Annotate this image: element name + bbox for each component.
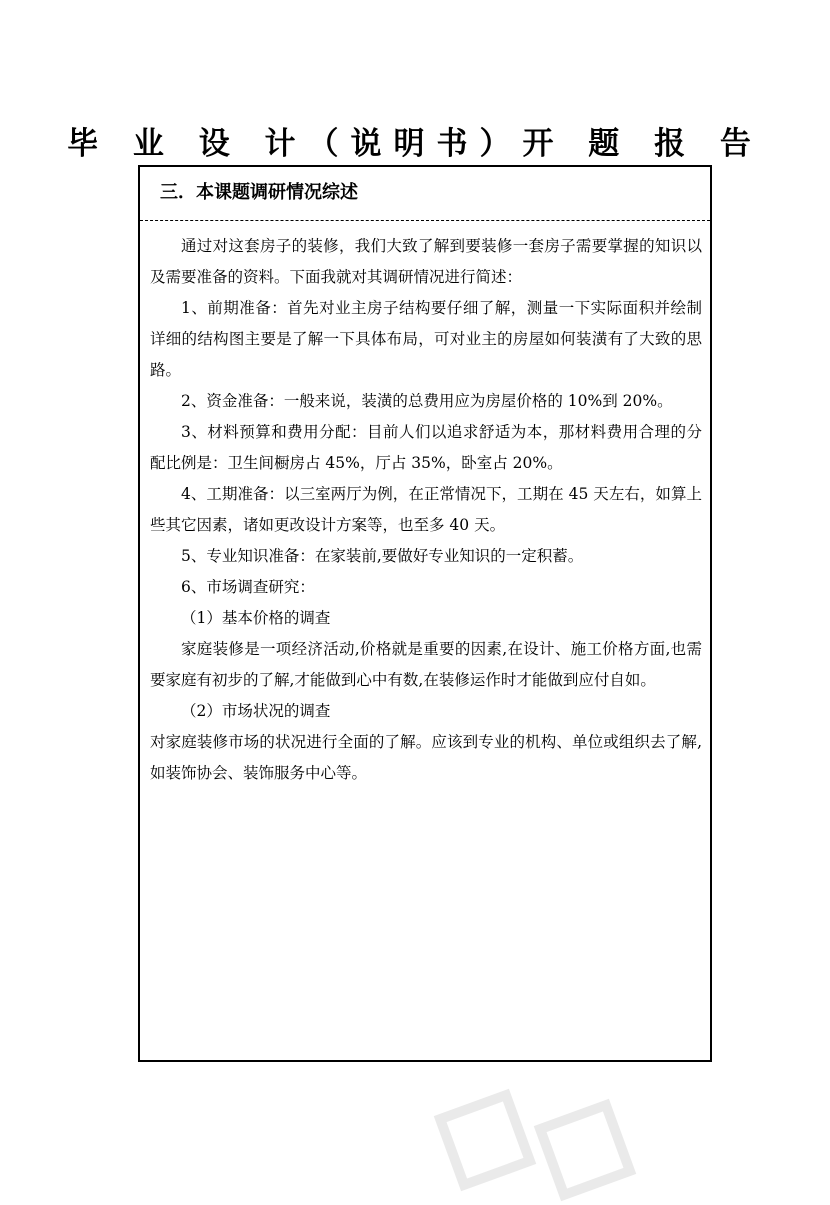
- item-4-paragraph: 4、工期准备：以三室两厅为例，在正常情况下，工期在 45 天左右，如算上些其它因素，诸如更改设计方案等，也至多 40 天。: [150, 485, 702, 534]
- sub-1-paragraph: 家庭装修是一项经济活动,价格就是重要的因素,在设计、施工价格方面,也需要家庭有初步的了解,才能做到心中有数,在装修运作时才能做到应付自如。: [150, 640, 702, 689]
- section-content: [150, 231, 702, 789]
- section-heading: 三．本课题调研情况综述: [140, 167, 710, 221]
- page-title: 毕 业 设 计（说明书）开 题 报 告: [67, 126, 763, 162]
- item-5-paragraph: 5、专业知识准备：在家装前,要做好专业知识的一定积蓄。: [181, 547, 584, 565]
- item-3-paragraph: 3、材料预算和费用分配：目前人们以追求舒适为本，那材料费用合理的分配比例是：卫生间橱房占 45%，厅占 35%，卧室占 20%。: [150, 423, 702, 472]
- item-2-paragraph: 2、资金准备：一般来说，装潢的总费用应为房屋价格的 10%到 20%。: [181, 392, 673, 410]
- sub-2-paragraph: 对家庭装修市场的状况进行全面的了解。应该到专业的机构、单位或组织去了解,如装饰协会、装饰服务中心等。: [150, 733, 702, 782]
- sub-2-heading: （2）市场状况的调查: [181, 702, 331, 720]
- item-6-paragraph: 6、市场调查研究：: [181, 578, 315, 596]
- sub-1-heading: （1）基本价格的调查: [181, 609, 331, 627]
- watermark-icon: [430, 1085, 650, 1205]
- intro-paragraph: 通过对这套房子的装修，我们大致了解到要装修一套房子需要掌握的知识以及需要准备的资料。下面我就对其调研情况进行简述：: [150, 237, 702, 286]
- item-1-paragraph: 1、前期准备：首先对业主房子结构要仔细了解，测量一下实际面积并绘制详细的结构图主要是了解一下具体布局，可对业主的房屋如何装潢有了大致的思路。: [150, 299, 702, 379]
- report-table: [138, 165, 712, 1062]
